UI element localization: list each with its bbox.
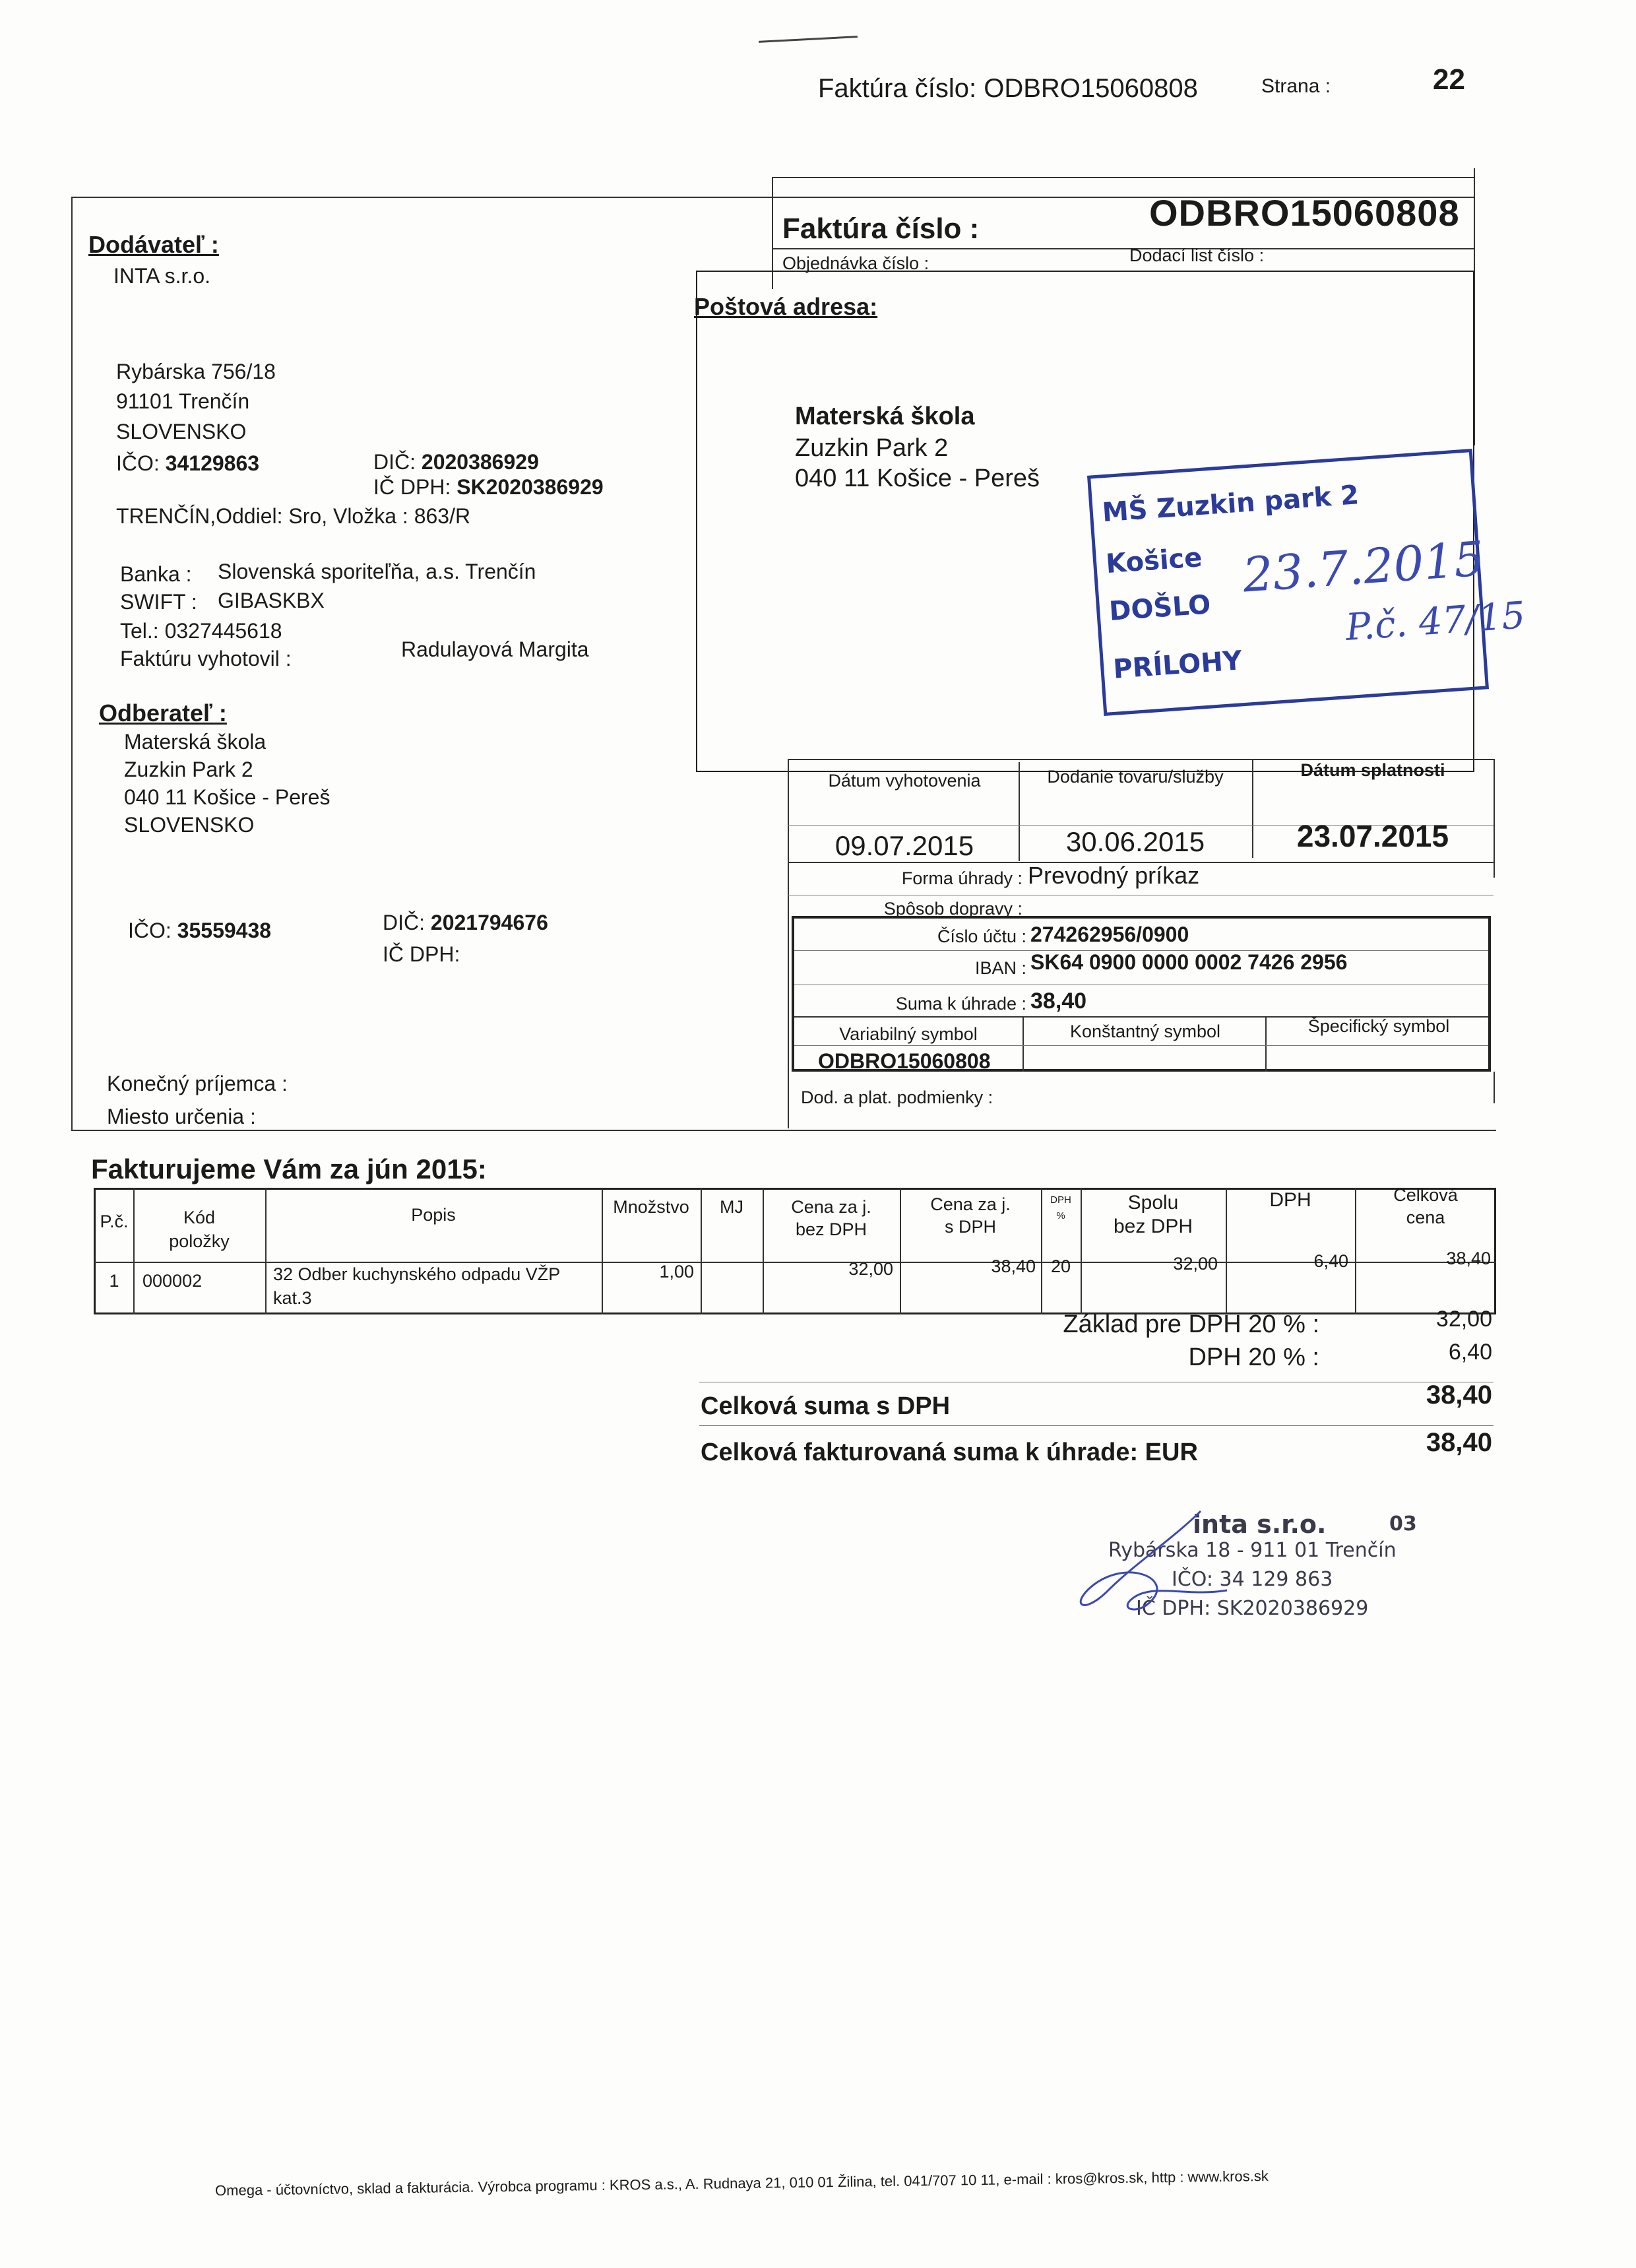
supplier-dic-value: 2020386929 <box>421 450 539 474</box>
customer-ico-label: IČO: <box>128 919 172 942</box>
payment-iban-label: IBAN : <box>974 958 1026 978</box>
col-qty: Množstvo <box>613 1197 689 1217</box>
col-price-gross-1: Cena za j. <box>930 1194 1011 1214</box>
supplier-city: 91101 Trenčín <box>116 389 250 413</box>
supplier-ico-value: 34129863 <box>165 451 260 475</box>
header-page-number: 22 <box>1433 63 1465 96</box>
summary-total-vat-label: Celková suma s DPH <box>701 1392 951 1420</box>
received-stamp-hand-date: 23.7.2015 <box>1241 531 1486 603</box>
received-stamp-hand-ref: P.č. 47/15 <box>1344 594 1527 649</box>
invoice-box-delivery-note-label: Dodací list číslo : <box>1129 245 1265 265</box>
postal-street: Zuzkin Park 2 <box>795 434 949 462</box>
col-vat: DPH <box>1269 1189 1311 1211</box>
row-total: 38,40 <box>1446 1248 1491 1268</box>
customer-dic <box>383 911 548 935</box>
payment-account-label: Číslo účtu : <box>937 926 1026 946</box>
col-total-2: cena <box>1406 1208 1445 1227</box>
company-stamp-name: inta s.r.o. <box>1193 1510 1327 1539</box>
header-invoice-label: Faktúra číslo: <box>818 74 977 103</box>
customer-destination-label: Miesto určenia : <box>107 1105 256 1128</box>
supplier-ico <box>116 451 259 476</box>
company-stamp-icdph: IČ DPH: SK2020386929 <box>1136 1597 1369 1620</box>
payment-variable: ODBRO15060808 <box>818 1049 991 1073</box>
customer-city: 040 11 Košice - Pereš <box>124 785 330 809</box>
customer-final-recipient-label: Konečný príjemca : <box>107 1072 288 1095</box>
signature-icon <box>1055 1498 1253 1630</box>
supplier-heading: Dodávateľ : <box>88 231 219 258</box>
supplier-tel <box>120 619 282 643</box>
header-invoice-number: ODBRO15060808 <box>984 74 1198 103</box>
dates-issue: 09.07.2015 <box>834 830 974 861</box>
col-div-gross <box>1041 1188 1042 1314</box>
row-price-net: 32,00 <box>848 1259 893 1279</box>
col-price-gross-2: s DPH <box>944 1217 996 1237</box>
dates-div2 <box>1252 759 1253 858</box>
col-price-net-1: Cena za j. <box>791 1197 871 1217</box>
summary-base: 32,00 <box>1435 1307 1492 1332</box>
col-vat-pct-2: % <box>1056 1210 1065 1221</box>
invoice-box-top <box>772 177 1474 178</box>
dates-div1 <box>1019 762 1020 861</box>
customer-dic-value: 2021794676 <box>430 911 548 934</box>
col-code-2: položky <box>169 1231 230 1251</box>
invoice-box-number: ODBRO15060808 <box>1149 192 1460 234</box>
payment-variable-label: Variabilný symbol <box>839 1024 978 1044</box>
supplier-street: Rybárska 756/18 <box>116 360 276 383</box>
supplier-bank-label: Banka : <box>120 562 192 586</box>
payment-constant-label: Konštantný symbol <box>1069 1021 1221 1041</box>
postal-name: Materská škola <box>795 403 975 430</box>
invoice-box-title: Faktúra číslo : <box>782 212 980 245</box>
received-stamp-line4: PRÍLOHY <box>1112 645 1243 685</box>
supplier-ico-label: IČO: <box>116 451 160 475</box>
dates-delivery: 30.06.2015 <box>1065 826 1205 857</box>
row-pc: 1 <box>109 1271 119 1291</box>
dates-right <box>1494 759 1495 878</box>
payment-conditions-label: Dod. a plat. podmienky : <box>801 1087 993 1107</box>
supplier-bank: Slovenská sporiteľňa, a.s. Trenčín <box>218 560 536 583</box>
row-desc-2: kat.3 <box>273 1288 312 1308</box>
summary-total-due: 38,40 <box>1426 1428 1492 1457</box>
supplier-icdph-value: SK2020386929 <box>456 475 604 499</box>
supplier-icdph-label: IČ DPH: <box>373 475 451 499</box>
invoice-box-mid <box>772 248 1474 249</box>
col-price-net-2: bez DPH <box>795 1219 867 1239</box>
customer-country: SLOVENSKO <box>124 813 255 837</box>
header-page-label: Strana : <box>1261 75 1331 97</box>
supplier-dic <box>373 450 539 474</box>
customer-ico-value: 35559438 <box>177 919 272 942</box>
row-desc-1: 32 Odber kuchynského odpadu VŽP <box>273 1264 561 1284</box>
dates-issue-label: Dátum vyhotovenia <box>828 771 981 791</box>
row-vat: 6,40 <box>1313 1251 1348 1271</box>
row-qty: 1,00 <box>659 1262 694 1281</box>
supplier-dic-label: DIČ: <box>373 450 416 474</box>
received-stamp-line1: MŠ Zuzkin park 2 <box>1101 480 1360 529</box>
payment-form: Prevodný príkaz <box>1028 862 1200 889</box>
payment-account: 274262956/0900 <box>1030 923 1189 946</box>
dates-due: 23.07.2015 <box>1296 819 1449 853</box>
row-vat-pct: 20 <box>1050 1256 1071 1276</box>
summary-vat-label: DPH 20 % : <box>1188 1344 1319 1371</box>
postal-heading: Poštová adresa: <box>694 293 878 320</box>
col-desc: Popis <box>411 1205 456 1225</box>
company-stamp-address: Rybárska 18 - 911 01 Trenčín <box>1108 1539 1397 1562</box>
customer-ico <box>128 919 271 943</box>
supplier-tel-value: 0327445618 <box>164 619 282 643</box>
bank-div1 <box>1022 1016 1024 1072</box>
supplier-tel-label: Tel.: <box>120 619 159 643</box>
dates-left <box>788 759 789 1128</box>
col-total-1: Celková <box>1393 1185 1458 1205</box>
row-price-gross: 38,40 <box>991 1256 1036 1276</box>
footer-text: Omega - účtovníctvo, sklad a fakturácia. Výrobca programu : KROS a.s., A. Rudnaya 21, 010 01 Žilina, tel. 041/707 10 11, e-mail : kros@kros.sk, http : www.kros.sk <box>214 2167 1269 2199</box>
payment-sum-label: Suma k úhrade : <box>895 994 1026 1014</box>
supplier-issued-by-label: Faktúru vyhotovil : <box>120 647 292 670</box>
col-total-net-2: bez DPH <box>1113 1215 1193 1237</box>
supplier-icdph <box>373 475 604 500</box>
postal-city: 040 11 Košice - Pereš <box>795 465 1040 492</box>
row-total-net: 32,00 <box>1173 1254 1218 1274</box>
summary-total-due-label: Celková fakturovaná suma k úhrade: EUR <box>701 1439 1198 1466</box>
frame-left <box>71 197 73 1130</box>
payment-iban: SK64 0900 0000 0002 7426 2956 <box>1030 950 1348 974</box>
conditions-right <box>1494 1072 1495 1103</box>
items-heading: Fakturujeme Vám za jún 2015: <box>91 1153 487 1184</box>
customer-heading: Odberateľ : <box>99 699 227 727</box>
bank-line4 <box>794 1045 1488 1046</box>
supplier-swift-label: SWIFT : <box>120 590 197 614</box>
customer-icdph-label: IČ DPH: <box>383 942 460 966</box>
summary-line2 <box>699 1425 1494 1426</box>
summary-total-vat: 38,40 <box>1426 1380 1492 1409</box>
row-code: 000002 <box>142 1271 203 1291</box>
received-stamp <box>1087 449 1527 716</box>
payment-transport-label: Spôsob dopravy : <box>883 899 1022 919</box>
invoice-box-order-label: Objednávka číslo : <box>782 253 929 273</box>
company-stamp-ico: IČO: 34 129 863 <box>1172 1568 1333 1591</box>
dates-delivery-label: Dodanie tovaru/služby <box>1047 767 1224 787</box>
customer-name: Materská škola <box>124 730 267 754</box>
summary-base-label: Základ pre DPH 20 % : <box>1063 1311 1319 1338</box>
company-stamp-code: 03 <box>1389 1512 1417 1536</box>
col-unit: MJ <box>720 1197 743 1217</box>
received-stamp-line2: Košice <box>1104 542 1203 580</box>
received-stamp-line3: DOŠLO <box>1108 589 1212 627</box>
summary-vat: 6,40 <box>1448 1340 1492 1365</box>
supplier-country: SLOVENSKO <box>116 420 247 443</box>
col-code-1: Kód <box>183 1208 216 1227</box>
col-total-net-1: Spolu <box>1127 1192 1179 1214</box>
payment-sum: 38,40 <box>1030 988 1087 1014</box>
supplier-registry: TRENČÍN,Oddiel: Sro, Vložka : 863/R <box>116 504 471 528</box>
header-invoice <box>818 74 1198 104</box>
customer-dic-label: DIČ: <box>383 911 425 934</box>
dates-due-label: Dátum splatnosti <box>1300 760 1445 780</box>
customer-street: Zuzkin Park 2 <box>124 758 253 781</box>
supplier-swift: GIBASKBX <box>218 589 325 612</box>
col-vat-pct-1: DPH <box>1050 1194 1071 1206</box>
bank-div2 <box>1265 1016 1267 1072</box>
supplier-issued-by: Radulayová Margita <box>401 637 589 661</box>
payment-specific-label: Špecifický symbol <box>1307 1016 1450 1036</box>
payment-form-label: Forma úhrady : <box>901 868 1022 888</box>
col-pc: P.č. <box>100 1212 129 1231</box>
frame-bottom <box>71 1130 1496 1131</box>
top-mark <box>759 36 858 43</box>
supplier-name: INTA s.r.o. <box>113 264 210 288</box>
